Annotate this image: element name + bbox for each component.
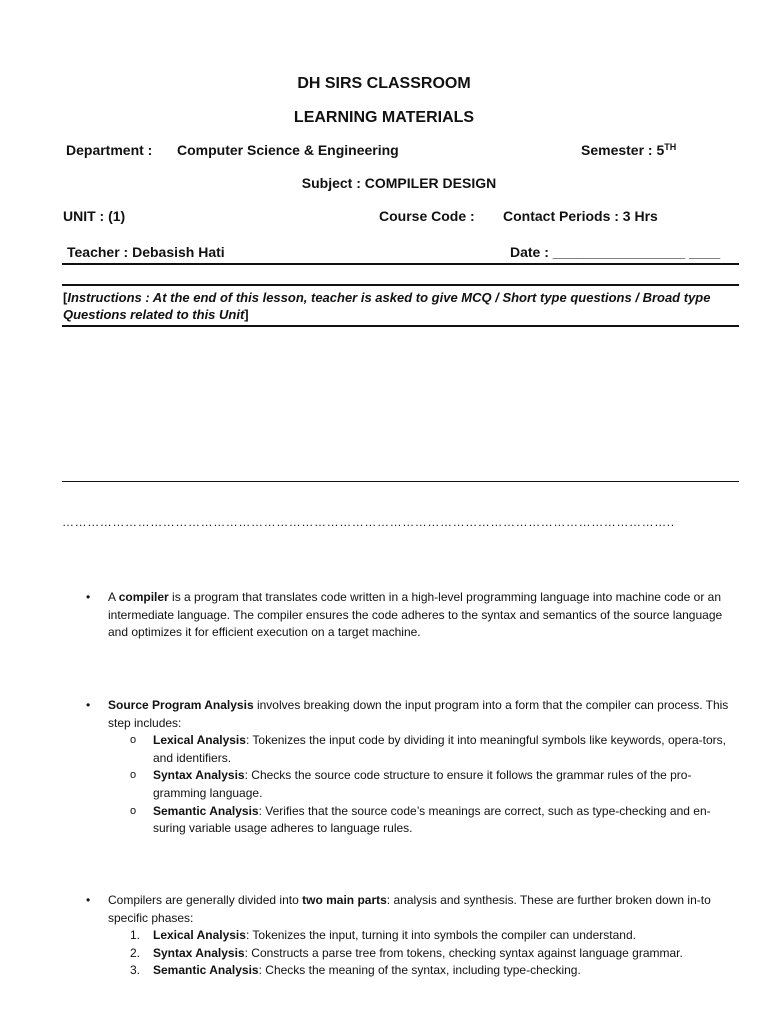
sub-list-item: o Semantic Analysis: Verifies that the source code’s meanings are correct, such as type-checking and en-suring variable usage adheres to language rules. (130, 803, 711, 836)
list-item: • Source Program Analysis involves breaking down the input program into a form that the compiler can process. This step includes: (86, 698, 729, 730)
contact-periods: Contact Periods : 3 Hrs (503, 208, 658, 224)
paragraph-source-program-analysis (86, 697, 736, 838)
semester-superscript: TH (664, 142, 677, 152)
instructions-close-bracket: ] (244, 307, 249, 322)
term-source-program-analysis: Source Program Analysis (108, 698, 254, 712)
list-number: 2. (130, 945, 141, 960)
circle-bullet-icon: o (130, 804, 137, 817)
instructions-rule-bottom (62, 325, 739, 327)
list-item: • A compiler is a program that translates code written in a high-level programming language into machine code or an intermediate language. The compiler ensures the code adheres to the syntax and semantics of the source language and optimizes it for efficient execution on a target machine. (86, 590, 723, 640)
numbered-list-item: 2. Syntax Analysis: Constructs a parse tree from tokens, checking syntax against language grammar. (86, 945, 736, 963)
materials-title: LEARNING MATERIALS (293, 109, 475, 126)
circle-bullet-icon: o (130, 734, 137, 747)
term-compiler: compiler (118, 590, 169, 604)
instructions-box (63, 289, 723, 323)
school-title: DH SIRS CLASSROOM (297, 75, 471, 92)
department-value: Computer Science & Engineering (177, 142, 399, 158)
bullet-icon: • (86, 590, 91, 604)
instructions-open-bracket: [ (63, 290, 68, 305)
paragraph-compiler (86, 589, 736, 642)
list-number: 3. (130, 963, 141, 978)
list-number: 1. (130, 928, 141, 943)
dotted-separator: ……………………………………………………………………………………………………………………………….. (62, 515, 675, 529)
circle-bullet-icon: o (130, 769, 137, 782)
semester (581, 142, 676, 158)
date-line: Date : _________________ ____ (510, 244, 721, 260)
course-code-label: Course Code : (379, 208, 475, 224)
instructions-rule-top (62, 284, 739, 286)
unit-label: UNIT : (1) (63, 208, 126, 224)
blank-area-rule (62, 481, 739, 482)
sub-list-item: o Syntax Analysis: Checks the source code structure to ensure it follows the grammar rules of the pro-gramming language. (130, 768, 692, 800)
paragraph-compiler-parts (86, 892, 736, 980)
teacher-line: Teacher : Debasish Hati (67, 244, 225, 260)
header-rule-top (62, 263, 739, 265)
semester-label: Semester : 5 (581, 142, 665, 158)
list-item: • Compilers are generally divided into two main parts: analysis and synthesis. These are further broken down in-to specific phases: (86, 893, 711, 925)
numbered-list-item: 3. Semantic Analysis: Checks the meaning of the syntax, including type-checking. (86, 962, 736, 980)
sub-list-item: o Lexical Analysis: Tokenizes the input code by dividing it into meaningful symbols like keywords, opera-tors, and identifiers. (130, 733, 726, 765)
numbered-list-item: 1. Lexical Analysis: Tokenizes the input, turning it into symbols the compiler can understand. (86, 927, 736, 945)
bullet-icon: • (86, 698, 91, 712)
term-two-main-parts: two main parts (302, 893, 387, 907)
subject-line: Subject : COMPILER DESIGN (301, 175, 497, 191)
instructions-text: Instructions : At the end of this lesson, teacher is asked to give MCQ / Short type questions / Broad type Questions related to this Unit (63, 290, 711, 322)
department-label: Department : (66, 142, 153, 158)
bullet-icon: • (86, 893, 91, 907)
